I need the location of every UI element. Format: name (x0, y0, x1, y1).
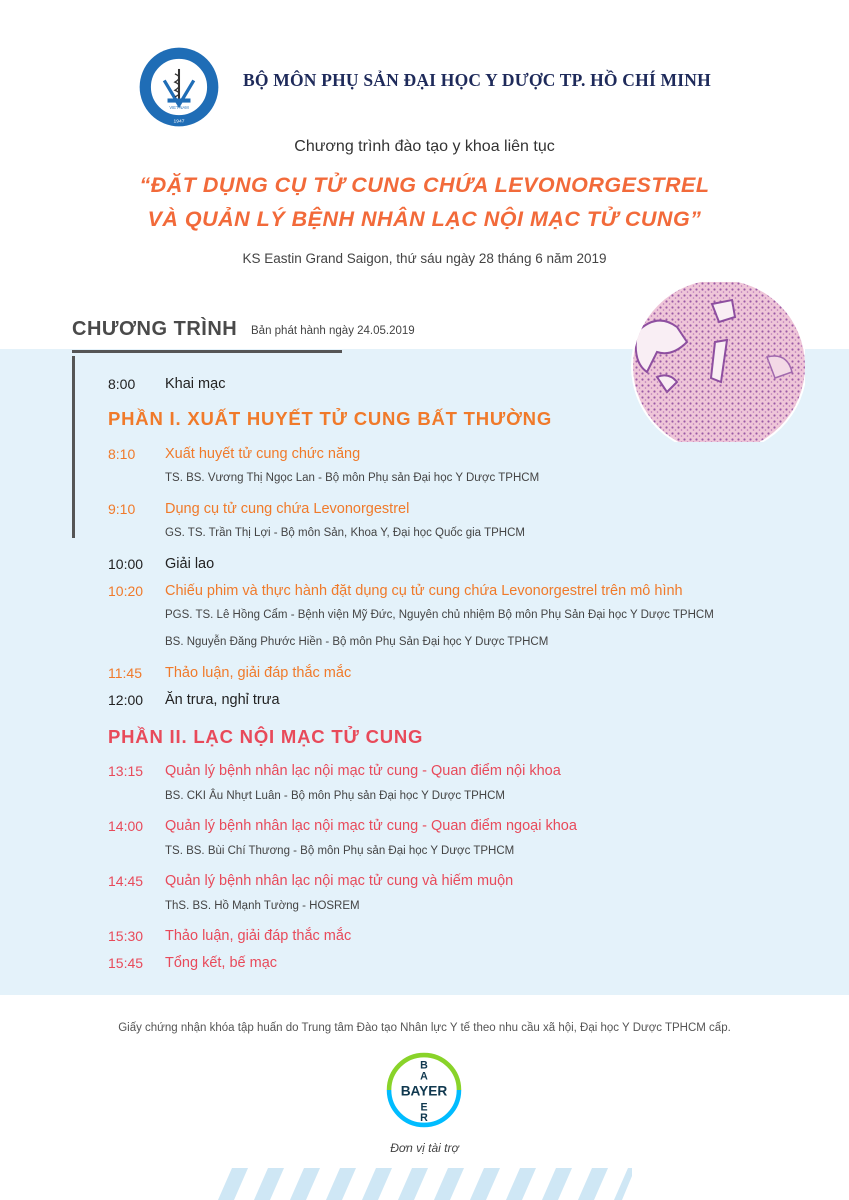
session-title: Thảo luận, giải đáp thắc mắc (165, 665, 352, 681)
event-title-line-2: VÀ QUẢN LÝ BỆNH NHÂN LẠC NỘI MẠC TỬ CUNG” (147, 207, 702, 231)
bayer-logo (386, 1052, 462, 1128)
svg-text:A: A (420, 1070, 428, 1083)
sponsor-label: Đơn vị tài trợ (390, 1141, 459, 1155)
department-name: BỘ MÔN PHỤ SẢN ĐẠI HỌC Y DƯỢC TP. HỒ CHÍ MINH (243, 70, 711, 90)
session-speaker: TS. BS. Vương Thị Ngọc Lan - Bộ môn Phụ sản Đại học Y Dược TPHCM (165, 472, 540, 484)
program-heading: CHƯƠNG TRÌNH (72, 318, 238, 340)
session-time: 12:00 (108, 692, 144, 708)
svg-text:E: E (420, 1101, 428, 1114)
session-title: Quản lý bệnh nhân lạc nội mạc tử cung - Quan điểm nội khoa (165, 763, 561, 779)
session-time: 10:00 (108, 556, 144, 572)
opening-title: Khai mạc (165, 376, 226, 392)
session-time: 14:45 (108, 873, 144, 889)
svg-text:1947: 1947 (173, 119, 185, 125)
session-speaker: PGS. TS. Lê Hồng Cẩm - Bệnh viện Mỹ Đức, Nguyên chủ nhiệm Bộ môn Phụ Sản Đại học Y Dược TPHCM (165, 609, 714, 621)
session-time: 10:20 (108, 583, 144, 599)
session-speaker: BS. CKI Âu Nhựt Luân - Bộ môn Phụ sản Đại học Y Dược TPHCM (165, 790, 505, 802)
session-title: Ăn trưa, nghỉ trưa (165, 692, 280, 708)
venue-date: KS Eastin Grand Saigon, thứ sáu ngày 28 tháng 6 năm 2019 (242, 251, 607, 266)
part-2-heading: PHẦN II. LẠC NỘI MẠC TỬ CUNG (108, 726, 424, 747)
event-title-line-1: “ĐẶT DỤNG CỤ TỬ CUNG CHỨA LEVONORGESTREL (139, 173, 710, 197)
release-date: Bản phát hành ngày 24.05.2019 (251, 325, 415, 337)
session-time: 15:30 (108, 928, 144, 944)
session-time: 8:10 (108, 446, 136, 462)
session-speaker: ThS. BS. Hồ Mạnh Tường - HOSREM (165, 900, 360, 912)
session-title: Tổng kết, bế mạc (165, 955, 278, 971)
session-time: 14:00 (108, 818, 144, 834)
session-title: Quản lý bệnh nhân lạc nội mạc tử cung và hiếm muộn (165, 873, 514, 889)
session-time: 9:10 (108, 501, 136, 517)
session-speaker: TS. BS. Bùi Chí Thương - Bộ môn Phụ sản Đại học Y Dược TPHCM (165, 845, 515, 857)
session-speaker: BS. Nguyễn Đăng Phước Hiền - Bộ môn Phụ Sản Đại học Y Dược TPHCM (165, 636, 549, 648)
session-title: Chiếu phim và thực hành đặt dụng cụ tử cung chứa Levonorgestrel trên mô hình (165, 583, 683, 599)
svg-text:B: B (420, 1059, 428, 1072)
section-vertical-rule (72, 356, 75, 538)
svg-text:R: R (420, 1112, 428, 1125)
session-title: Quản lý bệnh nhân lạc nội mạc tử cung - Quan điểm ngoại khoa (165, 818, 577, 834)
session-title: Thảo luận, giải đáp thắc mắc (165, 928, 352, 944)
session-title: Xuất huyết tử cung chức năng (165, 446, 361, 462)
university-logo (138, 46, 220, 128)
session-time: 13:15 (108, 763, 144, 779)
svg-text:VIET NAM: VIET NAM (169, 105, 189, 111)
heading-rule (72, 350, 342, 353)
decorative-stripes (218, 1168, 632, 1200)
session-title: Giải lao (165, 556, 215, 572)
session-time: 15:45 (108, 955, 144, 971)
opening-time: 8:00 (108, 376, 136, 392)
session-time: 11:45 (108, 665, 142, 681)
session-speaker: GS. TS. Trần Thị Lợi - Bộ môn Sản, Khoa Y, Đại học Quốc gia TPHCM (165, 527, 525, 539)
histology-image (617, 282, 805, 442)
certificate-note: Giấy chứng nhận khóa tập huấn do Trung tâm Đào tạo Nhân lực Y tế theo nhu cầu xã hội, Đại học Y Dược TPHCM cấp. (118, 1022, 731, 1034)
program-subtitle: Chương trình đào tạo y khoa liên tục (294, 138, 555, 155)
session-title: Dụng cụ tử cung chứa Levonorgestrel (165, 501, 410, 517)
part-1-heading: PHẦN I. XUẤT HUYẾT TỬ CUNG BẤT THƯỜNG (108, 408, 553, 429)
svg-text:BAYER: BAYER (400, 1083, 448, 1099)
